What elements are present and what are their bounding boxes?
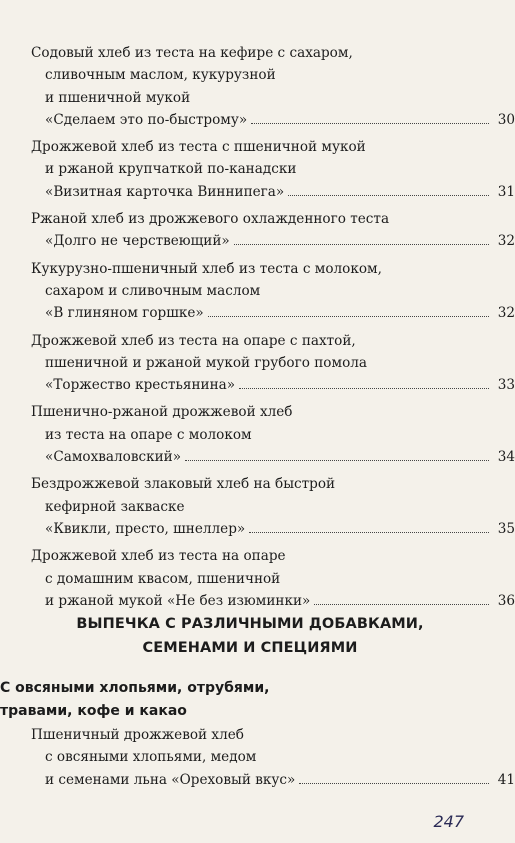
toc-entry-line: Ржаной хлеб из дрожжевого охлажденного теста xyxy=(31,211,390,228)
toc-entry-line: Дрожжевой хлеб из теста на опаре с пахтой, xyxy=(31,332,356,349)
toc-entry-last-line xyxy=(0,518,515,540)
toc-entry-line: сливочным маслом, кукурузной xyxy=(45,67,276,84)
toc-entry xyxy=(0,330,515,397)
toc-entry xyxy=(0,42,515,131)
toc-entry-text: «Самохваловский» xyxy=(45,449,182,466)
toc-entry-last-line xyxy=(0,302,515,324)
toc-entry-line: с домашним квасом, пшеничной xyxy=(45,570,281,587)
toc-entry-line: Дрожжевой хлеб из теста на опаре xyxy=(31,548,286,565)
toc-entry-line: Дрожжевой хлеб из теста с пшеничной мукой xyxy=(31,139,366,156)
toc-entry-text: «Квикли, престо, шнеллер» xyxy=(45,520,246,537)
toc-entry-line: и ржаной крупчаткой по-канадски xyxy=(45,161,297,178)
page-number: 32 xyxy=(497,305,515,322)
section-heading-line-2: СЕМЕНАМИ И СПЕЦИЯМИ xyxy=(142,640,358,656)
toc-entry-line: Кукурузно-пшеничный хлеб из теста с молоком, xyxy=(31,260,382,277)
page-number: 36 xyxy=(497,592,515,609)
toc-entry-line: и пшеничной мукой xyxy=(45,89,191,106)
toc-entry-line: Пшеничный дрожжевой хлеб xyxy=(31,727,244,743)
toc-entry xyxy=(0,401,515,468)
dot-leader xyxy=(185,459,489,461)
toc-entry-line: Содовый хлеб из теста на кефире с сахаром, xyxy=(31,45,353,61)
toc-entry-last-line xyxy=(0,590,515,612)
page-number: 30 xyxy=(497,111,515,128)
dot-leader xyxy=(299,782,489,784)
page-number: 31 xyxy=(497,183,515,200)
dot-leader xyxy=(251,122,489,124)
dot-leader xyxy=(249,531,489,533)
toc-entry-line: с овсяными хлопьями, медом xyxy=(45,749,257,766)
toc-entry-line: Пшенично-ржаной дрожжевой хлеб xyxy=(31,404,293,421)
toc-entry-line: из теста на опаре с молоком xyxy=(45,426,252,443)
toc-entry xyxy=(0,136,515,203)
toc-entry-last-line xyxy=(0,230,515,252)
toc-entry-last-line xyxy=(0,769,515,791)
dot-leader xyxy=(208,315,489,317)
toc-entry-text: и ржаной мукой «Не без изюминки» xyxy=(45,592,311,609)
toc-entry-text: «Сделаем это по-быстрому» xyxy=(45,111,248,128)
toc-entry-text: и семенами льна «Ореховый вкус» xyxy=(45,771,296,788)
section-heading xyxy=(0,612,500,660)
toc-entry xyxy=(0,473,515,540)
handwritten-page-number: 247 xyxy=(433,812,464,831)
subsection-entries xyxy=(0,724,515,796)
toc-entry-text: «Визитная карточка Виннипега» xyxy=(45,183,285,200)
toc-entry-last-line xyxy=(0,374,515,396)
subsection-heading-line-2: травами, кофе и какао xyxy=(0,703,187,719)
toc-entry xyxy=(0,724,515,791)
toc-entry-line: сахаром и сливочным маслом xyxy=(45,282,261,299)
section-heading-line-1: ВЫПЕЧКА С РАЗЛИЧНЫМИ ДОБАВКАМИ, xyxy=(76,616,424,632)
toc-entry-line: кефирной закваске xyxy=(45,498,185,515)
subsection-heading xyxy=(0,677,500,723)
page-number: 41 xyxy=(497,771,515,788)
toc-entry xyxy=(0,545,515,612)
dot-leader xyxy=(239,387,489,389)
toc-entry xyxy=(0,208,515,253)
toc-entry xyxy=(0,258,515,325)
toc-entry-last-line xyxy=(0,109,515,131)
page-number: 35 xyxy=(497,520,515,537)
toc-entry-last-line xyxy=(0,446,515,468)
subsection-heading-line-1: С овсяными хлопьями, отрубями, xyxy=(0,680,270,696)
toc-entry-text: «Торжество крестьянина» xyxy=(45,377,236,394)
dot-leader xyxy=(234,243,489,245)
table-of-contents xyxy=(0,42,515,617)
page-number: 34 xyxy=(497,449,515,466)
dot-leader xyxy=(314,603,489,605)
toc-entry-last-line xyxy=(0,181,515,203)
toc-entry-line: Бездрожжевой злаковый хлеб на быстрой xyxy=(31,476,336,493)
toc-entry-text: «Долго не черствеющий» xyxy=(45,233,230,250)
page-number: 32 xyxy=(497,233,515,250)
page-number: 33 xyxy=(497,377,515,394)
toc-entry-text: «В глиняном горшке» xyxy=(45,305,204,322)
dot-leader xyxy=(288,194,489,196)
toc-entry-line: пшеничной и ржаной мукой грубого помола xyxy=(45,354,367,371)
